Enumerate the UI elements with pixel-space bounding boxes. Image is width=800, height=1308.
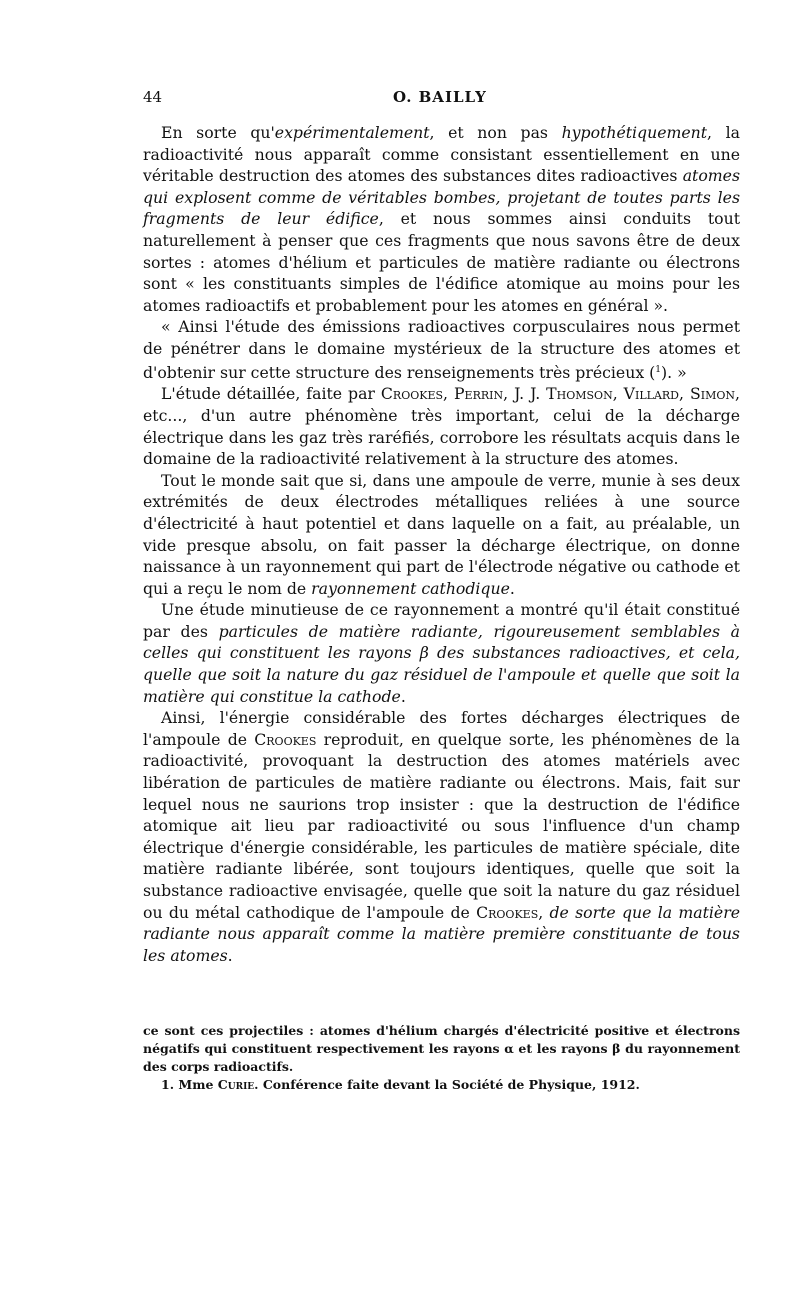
text-run: , et non pas: [429, 123, 562, 142]
text-run: reproduit, en quelque sorte, les phénomènes de la radioactivité, provoquant la destruction des atomes matériels avec libération de particules de matière radiante ou électrons. Mais, fait sur lequel nous ne saurions trop insister : que la destruction de l'édifice atomique ait lieu par radioactivité ou sous l'influence d'un champ électrique d'énergie considérable, les particules de matière spéciale, dite matière radiante libérée, sont toujours identiques, quelle que soit la substance radioactive envisagée, quelle que soit la nature du gaz résiduel ou du métal cathodique de l'ampoule de: [143, 729, 740, 922]
text-run: Une étude minutieuse de ce rayonnement a montré qu'il était constitué par des: [143, 600, 740, 641]
name-crookes: Crookes: [380, 384, 444, 404]
name-simon: Simon: [689, 384, 735, 404]
text-run: L'étude détaillée, faite par: [161, 384, 381, 404]
body-text: [143, 122, 740, 966]
italic-run: rayonnement cathodique: [311, 578, 510, 598]
text-run: ,: [612, 384, 624, 404]
page-number: 44: [143, 88, 163, 106]
text-run: .: [400, 686, 406, 706]
footnote-1: [143, 1076, 740, 1094]
footnote-continued: ce sont ces projectiles : atomes d'hélium chargés d'électricité positive et électrons négatifs qui constituent respectivement les rayons α et les rayons β du rayonnement des corps radioactifs.: [143, 1023, 740, 1075]
text-run: . Conférence faite devant la Société de Physique, 1912.: [254, 1077, 640, 1093]
italic-run: expérimentalement: [274, 123, 430, 142]
text-run: « Ainsi l'étude des émissions radioactives corpusculaires nous permet de pénétrer dans le domaine mystérieux de la structure des atomes et d'obtenir sur cette structure des renseignements très précieux (: [143, 317, 740, 382]
name-crookes: Crookes: [254, 729, 317, 749]
italic-run: de sorte que la matière radiante nous apparaît comme la matière première constituante de tous les atomes: [143, 902, 740, 965]
footnotes: [143, 1022, 740, 1094]
text-run: En sorte qu': [161, 123, 275, 142]
footnote-number: 1.: [161, 1077, 179, 1093]
paragraph-1: [143, 122, 740, 316]
name-perrin: Perrin: [454, 384, 504, 404]
text-run: ,: [443, 384, 454, 404]
paragraph-4: [143, 470, 740, 600]
paragraph-5: [143, 599, 740, 707]
running-header: [143, 88, 740, 116]
text-run: , et nous sommes ainsi conduits tout naturellement à penser que ces fragments que nous savons être de deux sortes : atomes d'hélium et particules de matière radiante ou électrons sont « les constituants simples de l'édifice atomique au moins pour les atomes radioactifs et probablement pour les atomes en général ».: [143, 209, 740, 315]
title-mme: Mme: [178, 1077, 214, 1093]
name-curie: Curie: [217, 1077, 255, 1093]
italic-run: atomes qui explosent comme de véritables bombes, projetant de toutes parts les fragments de leur édifice: [143, 166, 740, 229]
paragraph-2: [143, 316, 740, 383]
paragraph-6: [143, 707, 740, 966]
italic-run: hypothétiquement: [561, 123, 708, 142]
text-run: Ainsi, l'énergie considérable des fortes décharges électriques de l'ampoule de: [143, 708, 740, 749]
text-run: ,: [679, 384, 690, 404]
text-run: , J. J.: [503, 384, 547, 404]
name-villard: Villard: [623, 384, 680, 404]
footnote-ref: 1: [655, 364, 662, 375]
paragraph-3: [143, 383, 740, 469]
name-crookes: Crookes: [476, 902, 539, 922]
text-run: .: [509, 578, 515, 598]
text-run: , etc..., d'un autre phénomène très important, celui de la décharge électrique dans les gaz très raréfiés, corrobore les résultats acquis dans le domaine de la radioactivité relativement à la structure des atomes.: [143, 384, 740, 469]
running-head-author: O. BAILLY: [393, 88, 487, 106]
text-run: ,: [538, 902, 550, 922]
text-run: ). »: [661, 362, 687, 382]
text-run: Tout le monde sait que si, dans une ampoule de verre, munie à ses deux extrémités de deux électrodes métalliques reliées à une source d'électricité à haut potentiel et dans laquelle on a fait, au préalable, un vide presque absolu, on fait passer la décharge électrique, on donne naissance à un rayonnement qui part de l'électrode négative ou cathode et qui a reçu le nom de: [143, 470, 740, 598]
text-run: , la radioactivité nous apparaît comme consistant essentiellement en une véritable destruction des atomes des substances dites radioactives: [143, 123, 740, 186]
text-run: .: [227, 945, 233, 965]
name-thomson: Thomson: [546, 384, 613, 404]
italic-run: particules de matière radiante, rigoureusement semblables à celles qui constituent les rayons β des substances radioactives, et cela, quelle que soit la nature du gaz résiduel de l'ampoule et quelle que soit la matière qui constitue la cathode: [143, 621, 740, 706]
